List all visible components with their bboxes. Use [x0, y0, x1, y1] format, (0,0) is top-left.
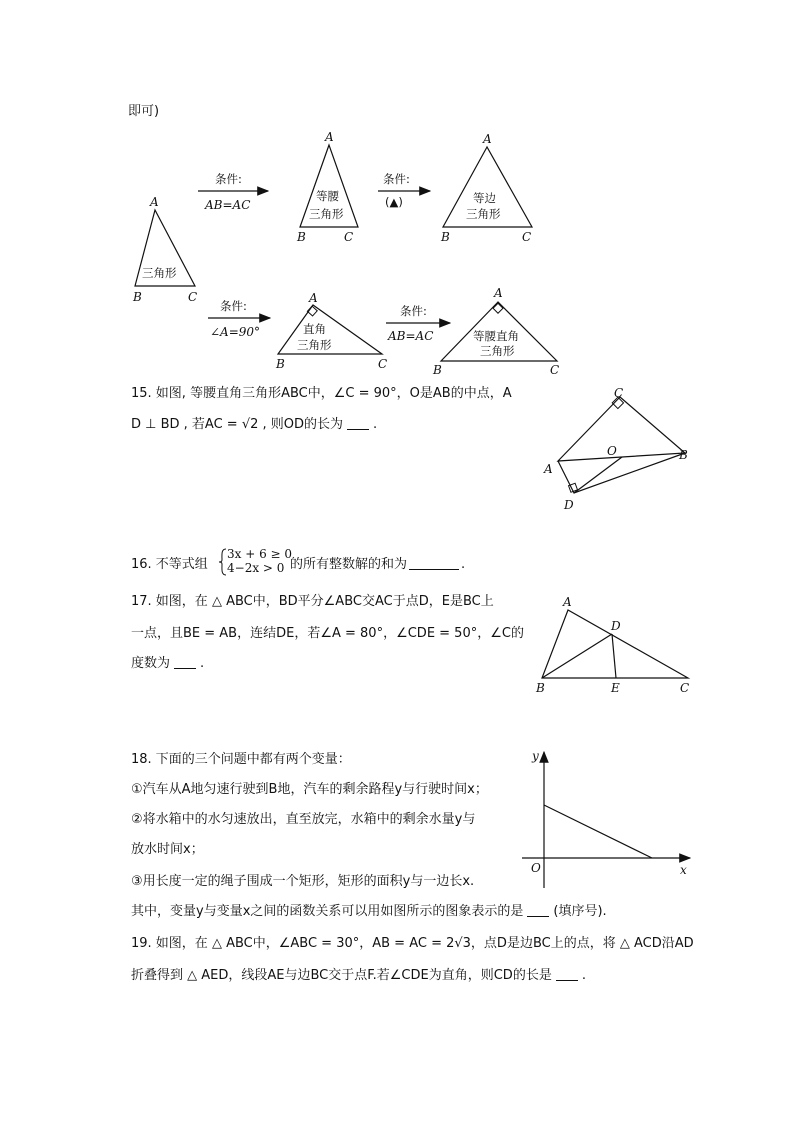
equi-label1: 等边: [473, 191, 496, 205]
q17-label-b: B: [536, 681, 545, 695]
q18-line6: [131, 904, 607, 920]
q17-label-a: A: [563, 595, 572, 609]
q18-line3: ②将水箱中的水匀速放出，直至放完，水箱中的剩余水量y与: [131, 812, 476, 827]
q15-tail: .: [373, 417, 378, 432]
right-vertex-b: B: [276, 357, 285, 371]
tri-label: 三角形: [142, 266, 177, 280]
iso-label2: 三角形: [309, 207, 344, 221]
tri-vertex-b: B: [133, 290, 142, 304]
q18-line5: ③用长度一定的绳子围成一个矩形，矩形的面积y与一边长x.: [131, 874, 475, 889]
q18-line6-tail: (填序号).: [553, 904, 607, 919]
equi-label2: 三角形: [466, 207, 501, 221]
q17-line3-text: 度数为: [131, 656, 171, 671]
q19-line1: 19. 如图，在 △ ABC中，∠ABC = 30°，AB = AC = 2√3，点D是边BC上的点，将 △ ACD沿AD: [131, 936, 694, 951]
iso-vertex-b: B: [297, 230, 306, 244]
isoright-vertex-b: B: [433, 363, 442, 377]
q18-origin: O: [531, 861, 541, 875]
isoright-label2: 三角形: [480, 344, 515, 358]
iso-label1: 等腰: [316, 189, 339, 203]
q18-graph-line: [544, 805, 652, 858]
q19-line2: [131, 968, 586, 984]
arrow2-cond: (▲): [385, 195, 403, 209]
q18-axis-x: x: [680, 863, 687, 877]
q18-line4: 放水时间x；: [131, 842, 204, 857]
q15-label-b: B: [679, 448, 688, 462]
q15-line1: 15. 如图, 等腰直角三角形ABC中，∠C = 90°，O是AB的中点，A: [131, 386, 512, 401]
q17-tail: .: [200, 656, 205, 671]
tri-vertex-c: C: [188, 290, 198, 304]
q16-prefix: 16. 不等式组: [131, 557, 208, 572]
isoright-vertex-c: C: [550, 363, 560, 377]
q19-tail: .: [581, 968, 586, 983]
q15-line2-text: D ⊥ BD , 若AC = √2 , 则OD的长为: [131, 417, 344, 432]
iso-vertex-a: A: [325, 130, 334, 144]
q18-answer-blank: [527, 904, 549, 917]
q18-line1: 18. 下面的三个问题中都有两个变量：: [131, 752, 351, 767]
q18-line2: ①汽车从A地匀速行驶到B地，汽车的剩余路程y与行驶时间x；: [131, 782, 488, 797]
q18-graph: [520, 748, 700, 888]
arrow1-cond: AB=AC: [205, 198, 251, 212]
q16-tail: .: [461, 557, 466, 572]
q17-line1: 17. 如图，在 △ ABC中，BD平分∠ABC交AC于点D，E是BC上: [131, 594, 494, 609]
triangle-classification-diagram: [0, 120, 794, 400]
equi-vertex-b: B: [441, 230, 450, 244]
q15-figure: [540, 385, 720, 525]
right-vertex-c: C: [378, 357, 388, 371]
q15-label-o: O: [607, 444, 617, 458]
isoright-vertex-a: A: [494, 286, 503, 300]
q15-label-a: A: [544, 462, 553, 476]
q18-axis-y: y: [532, 749, 539, 763]
q19-line2-text: 折叠得到 △ AED，线段AE与边BC交于点F.若∠CDE为直角，则CD的长是: [131, 968, 552, 983]
isoright-label1: 等腰直角: [473, 329, 519, 343]
q17-label-c: C: [680, 681, 690, 695]
q16-answer-blank: [409, 557, 459, 570]
q17-figure: [530, 592, 700, 702]
right-label1: 直角: [303, 322, 326, 336]
q18-line6-text: 其中，变量y与变量x之间的函数关系可以用如图所示的图象表示的是: [131, 904, 524, 919]
arrow4-cond: AB=AC: [388, 329, 434, 343]
q17-line3: [131, 656, 204, 672]
tri-vertex-a: A: [150, 195, 159, 209]
arrow3-cond: ∠A=90°: [210, 325, 261, 339]
right-label2: 三角形: [297, 338, 332, 352]
q17-answer-blank: [174, 656, 196, 669]
q15-line2: [131, 417, 377, 433]
q16-ineq2: 4−2x > 0: [227, 561, 285, 575]
q16-ineq1: 3x + 6 ≥ 0: [227, 547, 293, 561]
text-fragment: 即可): [128, 104, 160, 119]
equi-vertex-a: A: [483, 132, 492, 146]
q16-suffix: [290, 557, 465, 573]
q17-label-d: D: [611, 619, 621, 633]
right-vertex-a: A: [309, 291, 318, 305]
arrow2-cond-label: 条件:: [383, 172, 410, 186]
q15-label-c: C: [614, 386, 624, 400]
q17-label-e: E: [611, 681, 620, 695]
q15-answer-blank: [347, 417, 369, 430]
q19-answer-blank: [556, 968, 578, 981]
q15-label-d: D: [564, 498, 574, 512]
arrow3-cond-label: 条件:: [220, 299, 247, 313]
equi-vertex-c: C: [522, 230, 532, 244]
q16-suffix-text: 的所有整数解的和为: [290, 557, 408, 572]
iso-vertex-c: C: [344, 230, 354, 244]
q17-line2: 一点，且BE = AB，连结DE，若∠A = 80°，∠CDE = 50°，∠C的: [131, 626, 524, 641]
arrow4-cond-label: 条件:: [400, 304, 427, 318]
arrow1-cond-label: 条件:: [215, 172, 242, 186]
